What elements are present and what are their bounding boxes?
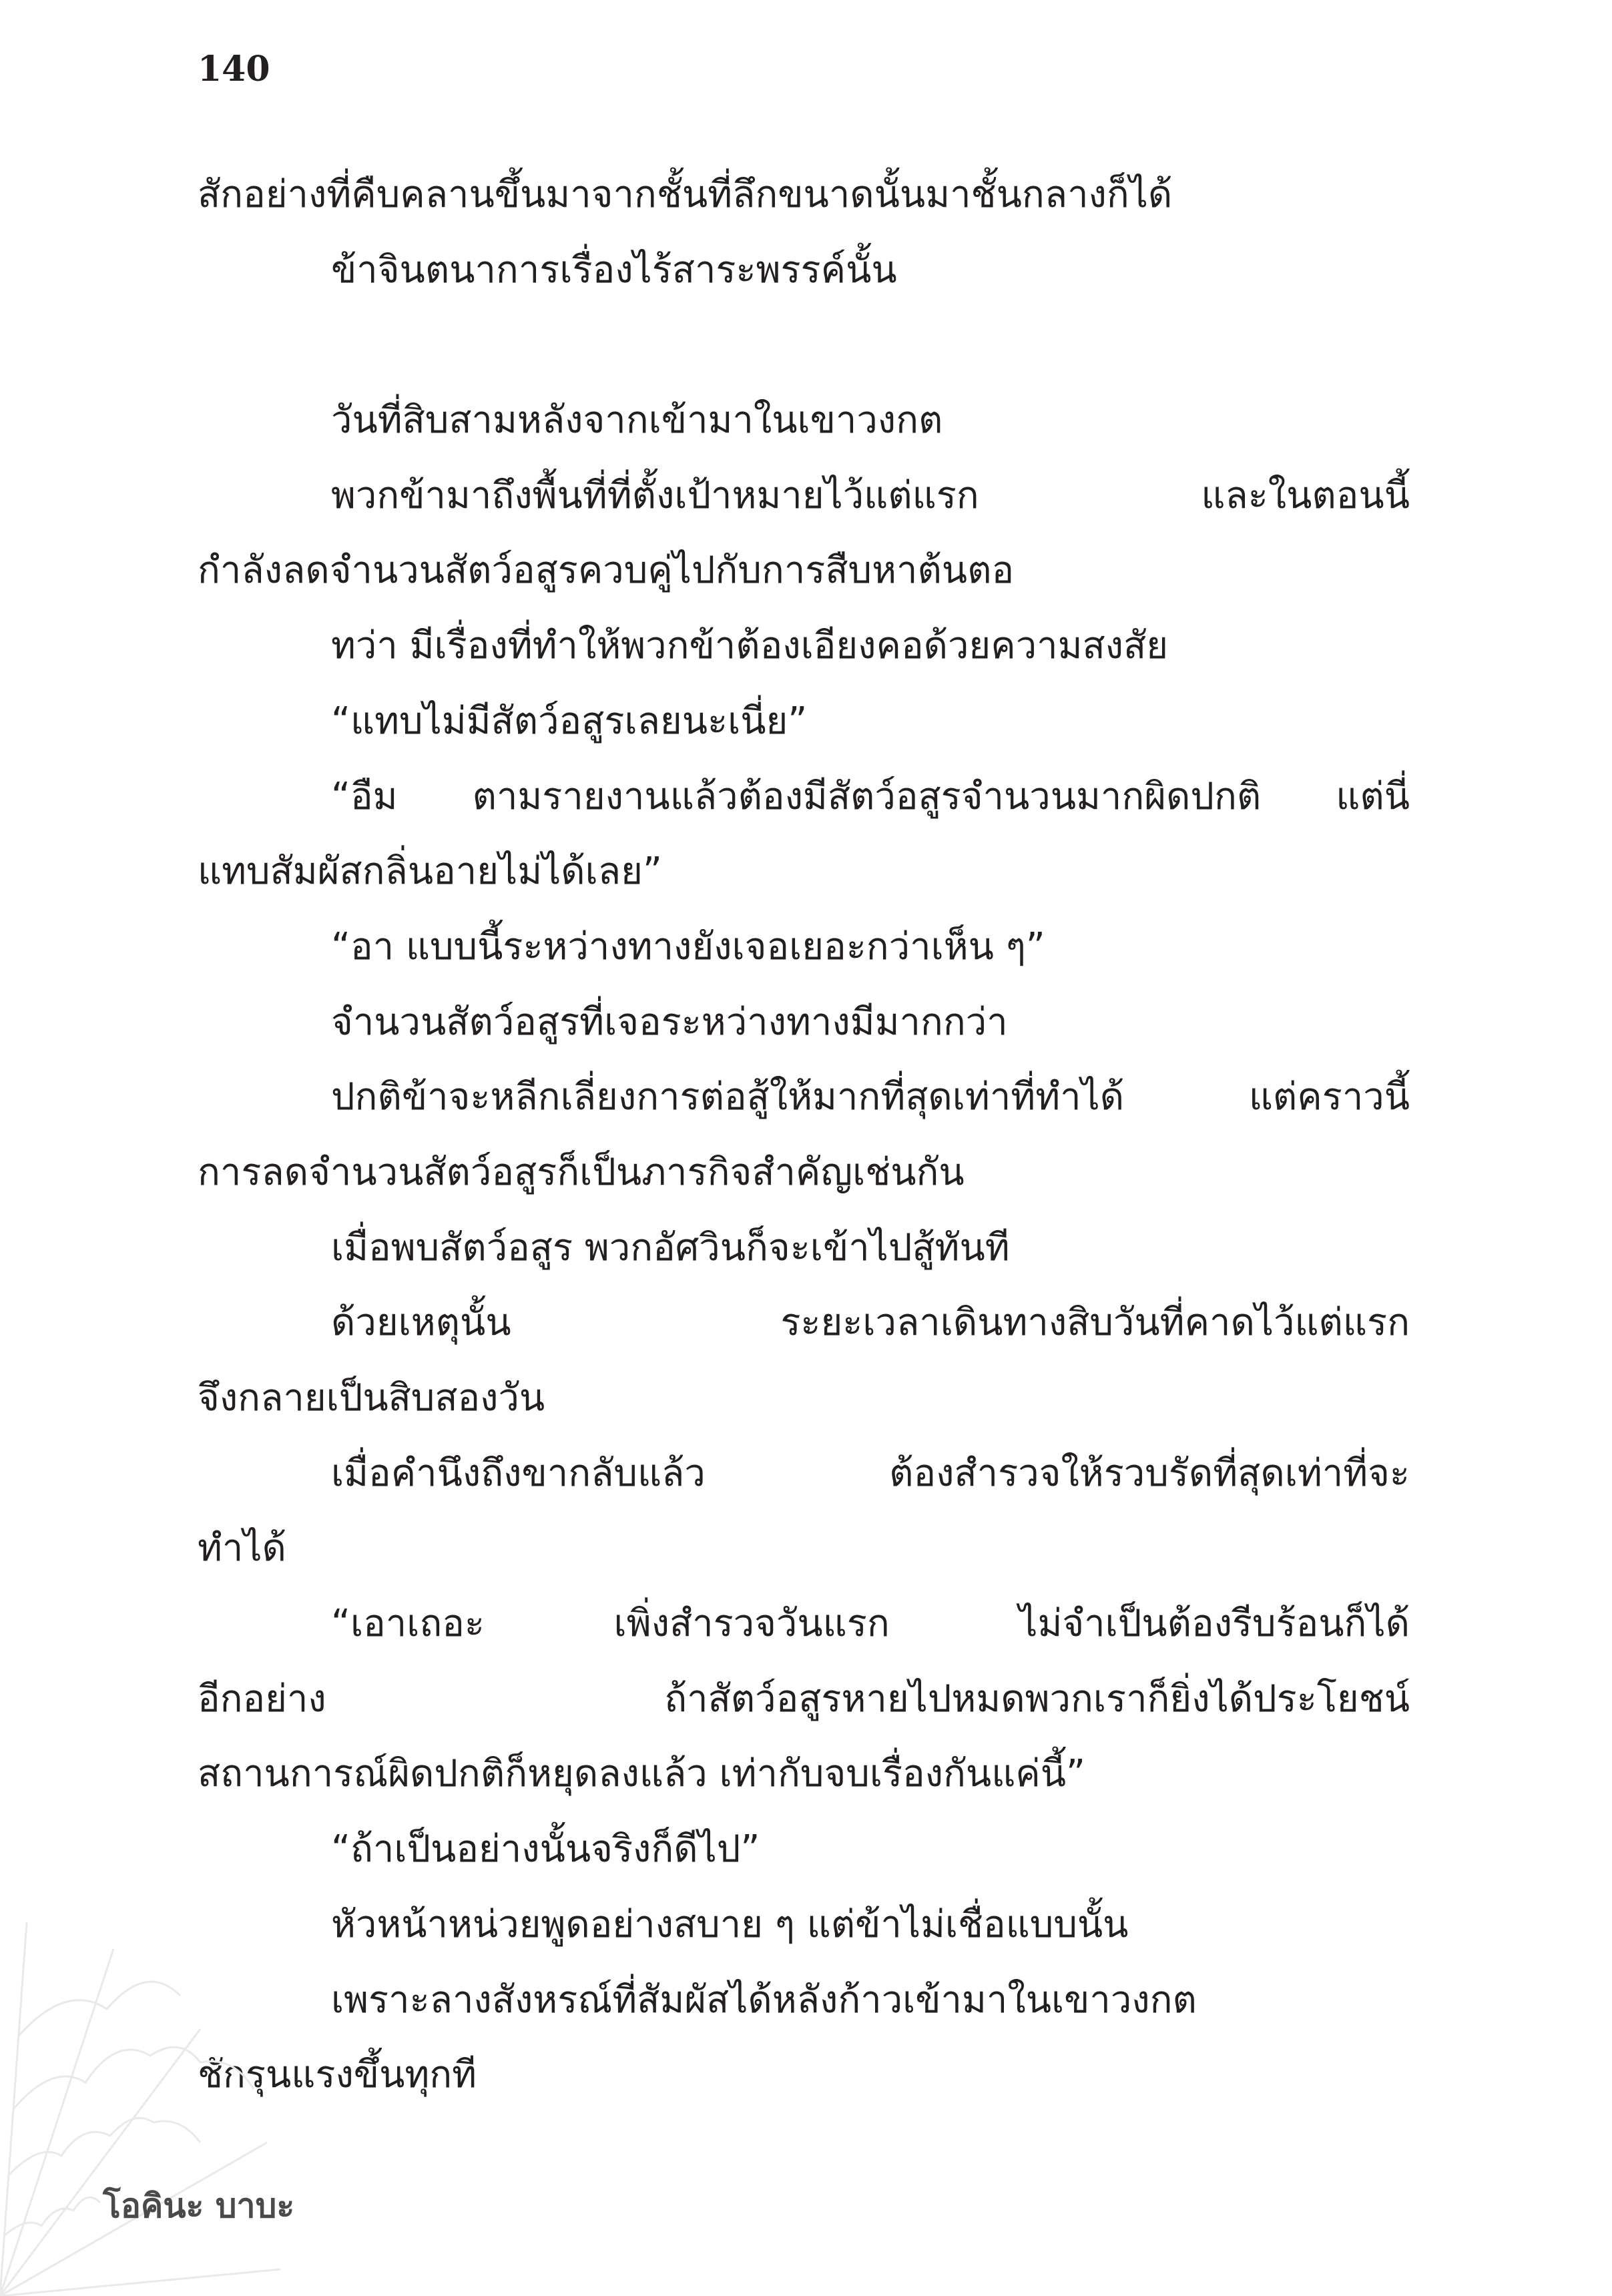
text-line: “อืม ตามรายงานแล้วต้องมีสัตว์อสูรจำนวนมากผิดปกติ แต่นี่ (331, 774, 1410, 818)
page-number: 140 (198, 49, 270, 89)
text-line: วันที่สิบสามหลังจากเข้ามาในเขาวงกต (331, 398, 943, 443)
blank-line (198, 308, 1410, 383)
text-line: “ถ้าเป็นอย่างนั้นจริงก็ดีไป” (331, 1827, 760, 1872)
text-line: กำลังลดจำนวนสัตว์อสูรควบคู่ไปกับการสืบหาต้นตอ (198, 549, 1015, 593)
footer-author: โอคินะ บาบะ (103, 2187, 295, 2225)
text-line: อีกอย่าง ถ้าสัตว์อสูรหายไปหมดพวกเราก็ยิ่งได้ประโยชน์ (198, 1677, 1410, 1721)
text-line: การลดจำนวนสัตว์อสูรก็เป็นภารกิจสำคัญเช่นกัน (198, 1150, 965, 1194)
text-line: “เอาเถอะ เพิ่งสำรวจวันแรก ไม่จำเป็นต้องรีบร้อนก็ได้ (331, 1602, 1410, 1646)
text-line: ทว่า มีเรื่องที่ทำให้พวกข้าต้องเอียงคอด้วยความสงสัย (331, 624, 1169, 668)
text-line: เมื่อคำนึงถึงขากลับแล้ว ต้องสำรวจให้รวบรัดที่สุดเท่าที่จะ (331, 1451, 1410, 1495)
text-line: ชักรุนแรงขึ้นทุกที (198, 2053, 477, 2097)
text-line: สถานการณ์ผิดปกติก็หยุดลงแล้ว เท่ากับจบเรื่องกันแค่นี้” (198, 1752, 1086, 1796)
body-text (198, 158, 1410, 2113)
text-line: จึงกลายเป็นสิบสองวัน (198, 1376, 545, 1420)
spiderweb-icon (0, 1922, 280, 2296)
text-line: ปกติข้าจะหลีกเลี่ยงการต่อสู้ให้มากที่สุดเท่าที่ทำได้ แต่คราวนี้ (331, 1075, 1410, 1119)
text-line: ทำได้ (198, 1526, 286, 1570)
text-line: สักอย่างที่คืบคลานขึ้นมาจากชั้นที่ลึกขนาดนั้นมาชั้นกลางก็ได้ (198, 173, 1173, 216)
text-line: ข้าจินตนาการเรื่องไร้สาระพรรค์นั้น (331, 248, 897, 292)
text-line: จำนวนสัตว์อสูรที่เจอระหว่างทางมีมากกว่า (331, 1000, 1008, 1044)
text-line: เพราะลางสังหรณ์ที่สัมผัสได้หลังก้าวเข้ามาในเขาวงกต (331, 1978, 1197, 2022)
text-line: พวกข้ามาถึงพื้นที่ที่ตั้งเป้าหมายไว้แต่แรก และในตอนนี้ (331, 473, 1410, 517)
text-line: แทบสัมผัสกลิ่นอายไม่ได้เลย” (198, 850, 662, 894)
text-line: ด้วยเหตุนั้น ระยะเวลาเดินทางสิบวันที่คาดไว้แต่แรก (331, 1301, 1410, 1345)
text-line: เมื่อพบสัตว์อสูร พวกอัศวินก็จะเข้าไปสู้ทันที (331, 1225, 1010, 1269)
text-line: หัวหน้าหน่วยพูดอย่างสบาย ๆ แต่ข้าไม่เชื่อแบบนั้น (331, 1902, 1129, 1946)
text-line: “อา แบบนี้ระหว่างทางยังเจอเยอะกว่าเห็น ๆ” (331, 924, 1045, 968)
text-line: “แทบไม่มีสัตว์อสูรเลยนะเนี่ย” (331, 699, 808, 743)
